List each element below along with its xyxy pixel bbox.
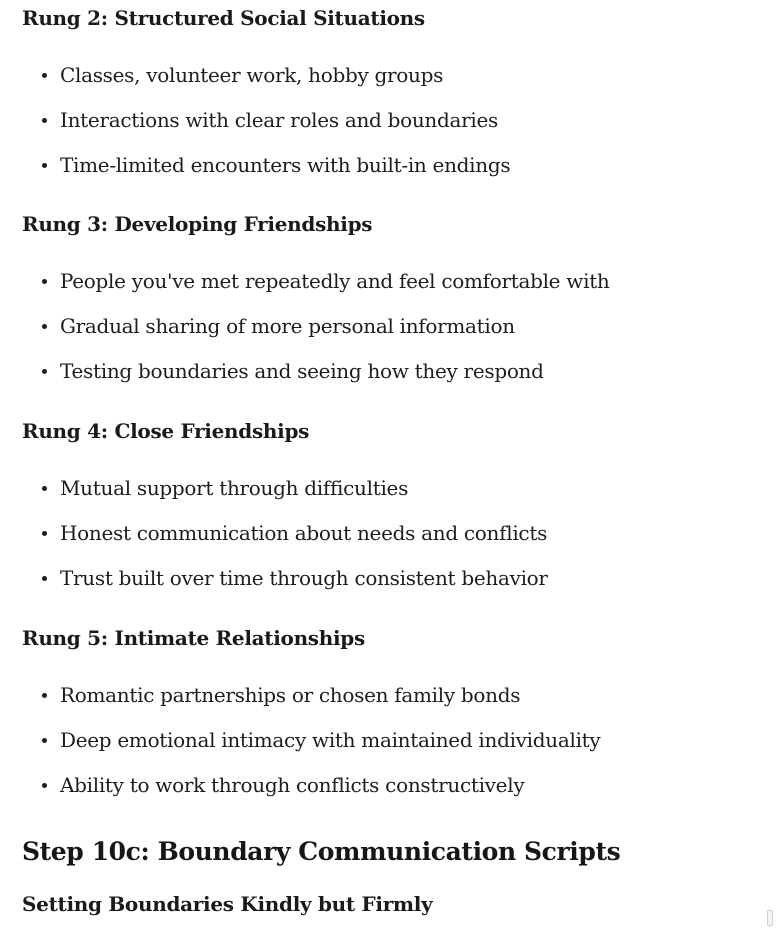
bullet-icon	[42, 738, 47, 743]
scroll-handle[interactable]	[767, 910, 773, 926]
list-item	[22, 151, 762, 196]
bullet-icon	[42, 118, 47, 123]
list-item-text: Honest communication about needs and conflicts	[60, 521, 548, 545]
list-item-text: People you've met repeatedly and feel comfortable with	[60, 269, 610, 293]
bullet-icon	[42, 531, 47, 536]
list-item	[22, 312, 762, 357]
list-item-text: Deep emotional intimacy with maintained individuality	[60, 728, 601, 752]
rung-4-heading: Rung 4: Close Friendships	[22, 419, 310, 443]
list-item	[22, 771, 762, 816]
list-item	[22, 267, 762, 312]
rung-5-section	[22, 624, 762, 816]
bullet-icon	[42, 163, 47, 168]
bullet-icon	[42, 486, 47, 491]
list-item-text: Romantic partnerships or chosen family bonds	[60, 683, 521, 707]
bullet-icon	[42, 369, 47, 374]
list-item	[22, 61, 762, 106]
list-item	[22, 474, 762, 519]
rung-4-list	[22, 474, 762, 609]
bullet-icon	[42, 783, 47, 788]
list-item	[22, 681, 762, 726]
list-item-text: Testing boundaries and seeing how they respond	[60, 359, 544, 383]
step-heading: Step 10c: Boundary Communication Scripts	[22, 837, 621, 866]
rung-3-list	[22, 267, 762, 402]
rung-4-section	[22, 417, 762, 609]
list-item	[22, 357, 762, 402]
rung-2-heading: Rung 2: Structured Social Situations	[22, 6, 425, 30]
list-item-text: Mutual support through difficulties	[60, 476, 409, 500]
rung-5-heading: Rung 5: Intimate Relationships	[22, 626, 365, 650]
rung-2-list	[22, 61, 762, 196]
list-item-text: Ability to work through conflicts constructively	[60, 773, 525, 797]
list-item	[22, 726, 762, 771]
bullet-icon	[42, 324, 47, 329]
list-item-text: Gradual sharing of more personal information	[60, 314, 515, 338]
list-item-text: Interactions with clear roles and boundaries	[60, 108, 498, 132]
list-item	[22, 564, 762, 609]
list-item-text: Time-limited encounters with built-in endings	[60, 153, 511, 177]
bullet-icon	[42, 576, 47, 581]
bullet-icon	[42, 279, 47, 284]
step-subheading: Setting Boundaries Kindly but Firmly	[22, 892, 433, 916]
list-item-text: Trust built over time through consistent behavior	[60, 566, 548, 590]
list-item	[22, 106, 762, 151]
bullet-icon	[42, 73, 47, 78]
bullet-icon	[42, 693, 47, 698]
rung-2-section	[22, 4, 762, 196]
rung-5-list	[22, 681, 762, 816]
rung-3-heading: Rung 3: Developing Friendships	[22, 212, 373, 236]
list-item-text: Classes, volunteer work, hobby groups	[60, 63, 444, 87]
rung-3-section	[22, 210, 762, 402]
list-item	[22, 519, 762, 564]
